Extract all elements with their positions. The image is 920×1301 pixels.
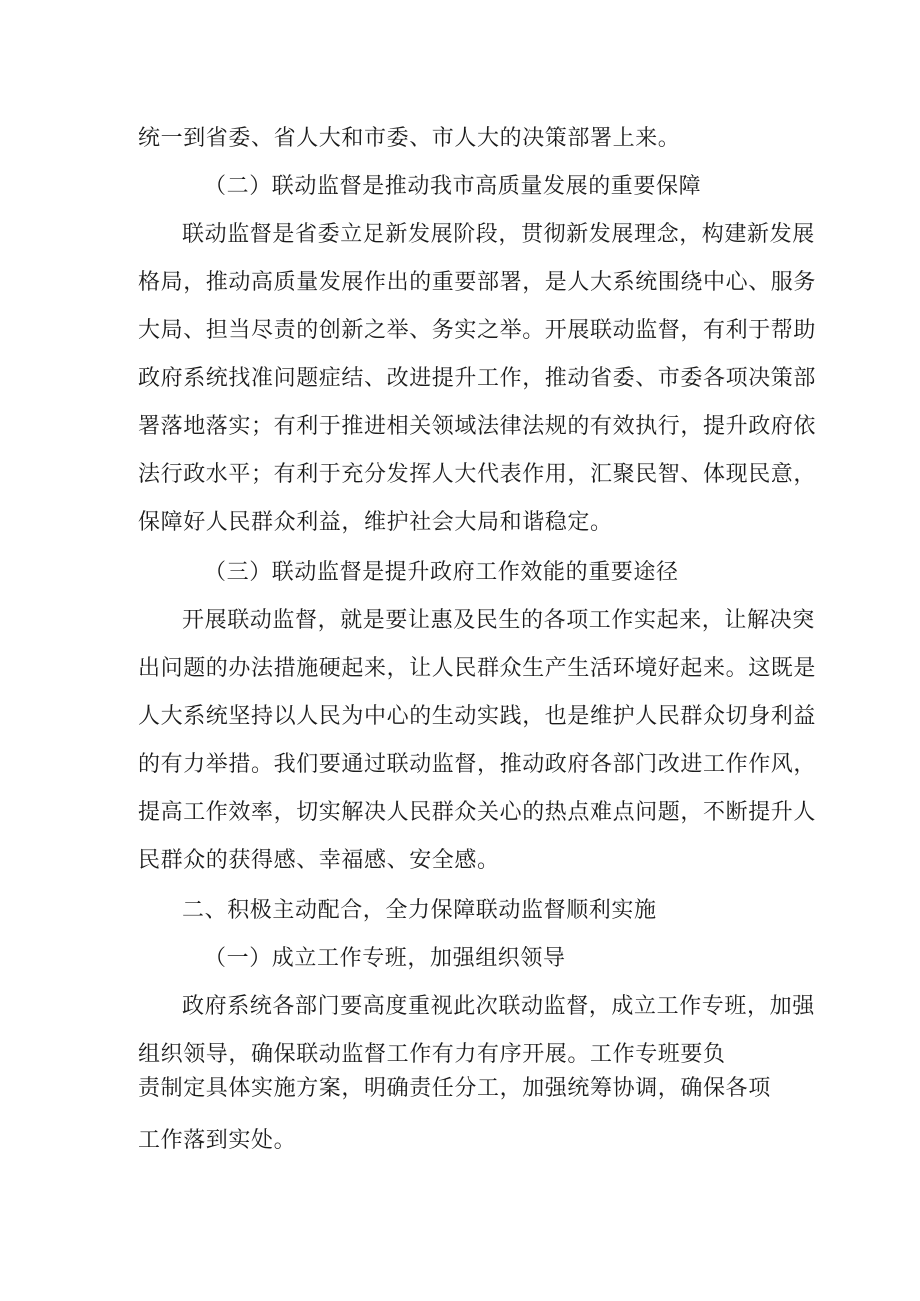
body-text-line: 格局，推动高质量发展作出的重要部署，是人大系统围绕中心、服务: [138, 270, 817, 295]
body-text-line: 政府系统找准问题症结、改进提升工作，推动省委、市委各项决策部: [138, 366, 817, 391]
body-text-line: 联动监督是省委立足新发展阶段，贯彻新发展理念，构建新发展: [182, 222, 815, 247]
body-text-line: 政府系统各部门要高度重视此次联动监督，成立工作专班，加强: [182, 994, 815, 1019]
body-text-line: 法行政水平；有利于充分发挥人大代表作用，汇聚民智、体现民意，: [138, 462, 817, 487]
chapter-heading: 二、积极主动配合，全力保障联动监督顺利实施: [182, 898, 657, 923]
body-text-line: 工作落到实处。: [138, 1128, 297, 1153]
body-text-line: 人大系统坚持以人民为中心的生动实践，也是维护人民群众切身利益: [138, 704, 817, 729]
body-text-line: 责制定具体实施方案，明确责任分工，加强统筹协调，确保各项: [138, 1076, 771, 1101]
body-text-line: 统一到省委、省人大和市委、市人大的决策部署上来。: [138, 126, 681, 151]
body-text-line: 大局、担当尽责的创新之举、务实之举。开展联动监督，有利于帮助: [138, 318, 817, 343]
body-text-line: 组织领导，确保联动监督工作有力有序开展。工作专班要负: [138, 1042, 726, 1067]
body-text-line: 民群众的获得感、幸福感、安全感。: [138, 848, 500, 873]
body-text-line: 的有力举措。我们要通过联动监督，推动政府各部门改进工作作风，: [138, 752, 817, 777]
section-heading: （三）联动监督是提升政府工作效能的重要途径: [204, 560, 679, 585]
body-text-line: 开展联动监督，就是要让惠及民生的各项工作实起来，让解决突: [182, 608, 815, 633]
body-text-line: 出问题的办法措施硬起来，让人民群众生产生活环境好起来。这既是: [138, 656, 817, 681]
section-heading: （二）联动监督是推动我市高质量发展的重要保障: [204, 174, 702, 199]
body-text-line: 提高工作效率，切实解决人民群众关心的热点难点问题，不断提升人: [138, 800, 817, 825]
body-text-line: 署落地落实；有利于推进相关领域法律法规的有效执行，提升政府依: [138, 414, 817, 439]
section-heading: （一）成立工作专班，加强组织领导: [204, 946, 566, 971]
body-text-line: 保障好人民群众利益，维护社会大局和谐稳定。: [138, 510, 613, 535]
